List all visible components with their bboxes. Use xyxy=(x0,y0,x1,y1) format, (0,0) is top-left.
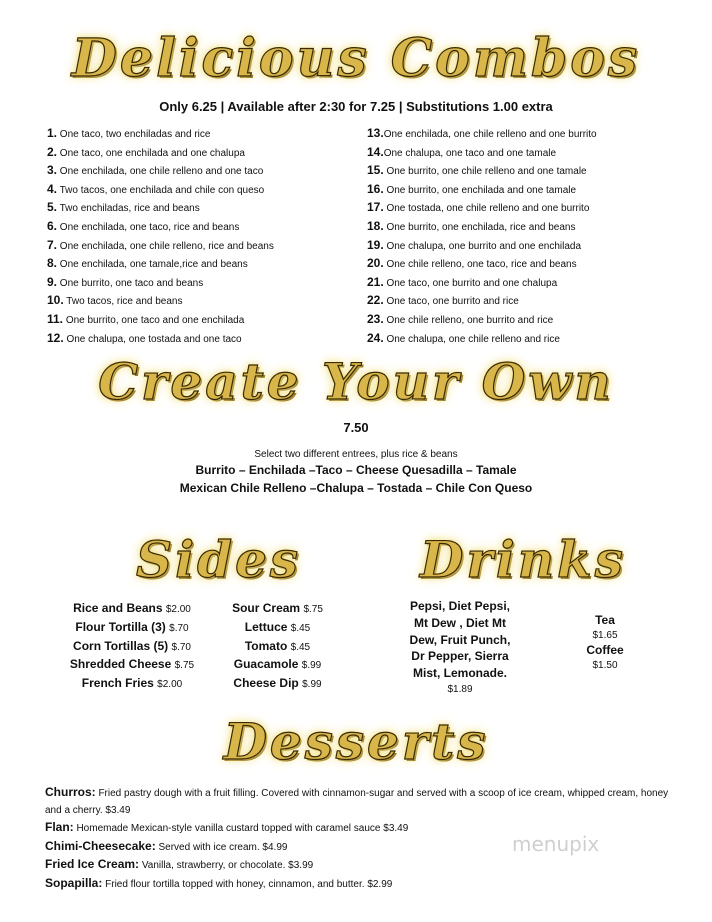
combo-item: 15. One burrito, one chile relleno and one tamale xyxy=(367,163,587,178)
drinks-sodas-line: Dew, Fruit Punch, xyxy=(409,632,511,647)
drink-coffee-price: $1.50 xyxy=(592,660,618,671)
side-item: French Fries $2.00 xyxy=(81,676,183,691)
side-item: Guacamole $.99 xyxy=(233,657,322,672)
create-price: 7.50 xyxy=(343,420,369,435)
combo-item: 19. One chalupa, one burrito and one enchilada xyxy=(367,237,582,252)
combo-item: 1. One taco, two enchiladas and rice xyxy=(47,126,211,140)
combo-item: 24. One chalupa, one chile relleno and rice xyxy=(367,330,560,345)
sides-title: Sides xyxy=(136,530,302,589)
side-item: Flour Tortilla (3) $.70 xyxy=(75,619,189,634)
side-item: Cheese Dip $.99 xyxy=(233,676,322,691)
drinks-title: Drinks xyxy=(420,530,626,589)
sides-col1 xyxy=(52,600,212,694)
combo-item: 4. Two tacos, one enchilada and chile con queso xyxy=(47,181,265,196)
combo-item: 7. One enchilada, one chile relleno, rice and beans xyxy=(47,237,274,252)
drinks-sodas-line: Mist, Lemonade. xyxy=(412,666,507,681)
combo-item: 13.One enchilada, one chile relleno and one burrito xyxy=(367,126,597,140)
combo-item: 8. One enchilada, one tamale,rice and beans xyxy=(47,256,248,271)
dessert-item: Sopapilla: Fried flour tortilla topped with honey, cinnamon, and butter. $2.99 xyxy=(45,875,393,890)
combo-item: 18. One burrito, one enchilada, rice and beans xyxy=(367,218,576,233)
side-item: Rice and Beans $2.00 xyxy=(73,601,191,615)
combos-subtitle: Only 6.25 | Available after 2:30 for 7.25 | Substitutions 1.00 extra xyxy=(159,99,553,114)
combo-item: 11. One burrito, one taco and one enchilada xyxy=(47,311,245,326)
side-item: Tomato $.45 xyxy=(244,638,311,653)
combo-item: 2. One taco, one enchilada and one chalupa xyxy=(47,144,245,159)
combo-item: 20. One chile relleno, one taco, rice and beans xyxy=(367,256,577,271)
drinks-sodas-price: $1.89 xyxy=(447,683,473,695)
combo-item: 16. One burrito, one enchilada and one tamale xyxy=(367,181,577,196)
combos-left-list xyxy=(47,125,274,348)
combo-item: 5. Two enchiladas, rice and beans xyxy=(47,200,200,215)
combos-right-list xyxy=(367,125,597,348)
dessert-item: Churros: Fried pastry dough with a fruit filling. Covered with cinnamon-sugar and served with a scoop of ice cream, whipped cream, honey and a cherry. $3.49 xyxy=(45,785,669,816)
combo-item: 21. One taco, one burrito and one chalupa xyxy=(367,274,558,289)
drink-tea: Tea xyxy=(595,613,615,627)
side-item: Lettuce $.45 xyxy=(244,619,311,634)
drinks-tea-coffee xyxy=(575,613,635,673)
combo-item: 22. One taco, one burrito and rice xyxy=(367,293,519,308)
combo-item: 17. One tostada, one chile relleno and one burrito xyxy=(367,200,590,215)
create-title: Create Your Own xyxy=(98,352,614,411)
create-entrees-line2: Mexican Chile Relleno –Chalupa – Tostada – Chile Con Queso xyxy=(179,481,533,495)
drinks-sodas xyxy=(395,598,525,699)
combo-item: 23. One chile relleno, one burrito and rice xyxy=(367,311,554,326)
combo-item: 9. One burrito, one taco and beans xyxy=(47,274,204,289)
dessert-item: Chimi-Cheesecake: Served with ice cream. $4.99 xyxy=(45,838,288,853)
drink-tea-price: $1.65 xyxy=(592,630,618,641)
desserts-title: Desserts xyxy=(223,712,489,771)
side-item: Sour Cream $.75 xyxy=(232,601,323,615)
side-item: Corn Tortillas (5) $.70 xyxy=(73,638,191,653)
combos-title: Delicious Combos xyxy=(71,28,641,89)
menupix-watermark: menupix xyxy=(512,832,600,856)
side-item: Shredded Cheese $.75 xyxy=(69,657,195,672)
dessert-item: Fried Ice Cream: Vanilla, strawberry, or chocolate. $3.99 xyxy=(45,857,314,871)
combo-item: 3. One enchilada, one chile relleno and one taco xyxy=(47,163,264,178)
combo-item: 6. One enchilada, one taco, rice and beans xyxy=(47,218,240,233)
dessert-item: Flan: Homemade Mexican-style vanilla custard topped with caramel sauce $3.49 xyxy=(45,820,409,834)
combo-item: 14.One chalupa, one taco and one tamale xyxy=(367,144,557,159)
combo-item: 12. One chalupa, one tostada and one taco xyxy=(47,330,242,345)
drinks-sodas-line: Dr Pepper, Sierra xyxy=(411,649,509,664)
sides-col2 xyxy=(220,600,335,694)
drinks-sodas-line: Pepsi, Diet Pepsi, xyxy=(409,599,511,613)
create-entrees-line1: Burrito – Enchilada –Taco – Cheese Quesadilla – Tamale xyxy=(195,463,517,477)
drinks-sodas-line: Mt Dew , Diet Mt xyxy=(414,615,506,630)
create-instruction: Select two different entrees, plus rice & beans xyxy=(254,449,458,460)
combo-item: 10. Two tacos, rice and beans xyxy=(47,293,183,308)
drink-coffee: Coffee xyxy=(586,643,624,657)
